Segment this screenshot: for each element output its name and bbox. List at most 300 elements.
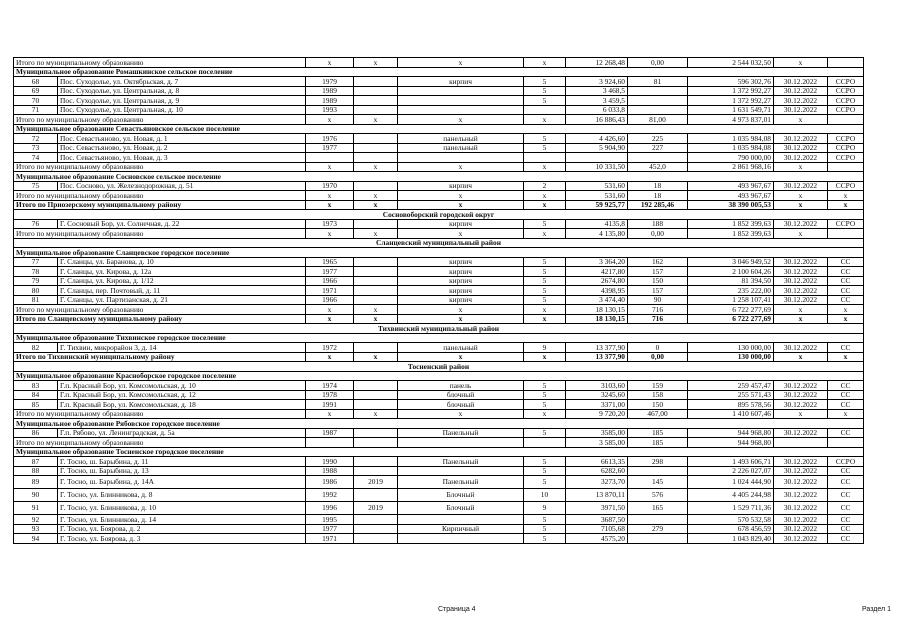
table-cell bbox=[628, 96, 688, 106]
table-cell: Г. Сланцы, ул. Кирова, д. 12а bbox=[58, 267, 306, 277]
table-cell: 5 bbox=[524, 390, 566, 400]
table-cell: 3371,00 bbox=[566, 400, 628, 410]
table-cell: 1996 bbox=[306, 502, 354, 515]
total-cell: x bbox=[524, 191, 566, 201]
total-row bbox=[14, 229, 864, 239]
table-cell: 2674,80 bbox=[566, 276, 628, 286]
total-row bbox=[14, 191, 864, 201]
total-label: Итого по муниципальному образованию bbox=[14, 229, 306, 239]
total-cell: x bbox=[828, 200, 864, 210]
total-row bbox=[14, 115, 864, 125]
table-cell: 531,60 bbox=[566, 181, 628, 191]
table-cell: 1 493 606,71 bbox=[688, 457, 774, 467]
total-cell bbox=[774, 438, 828, 448]
table-cell bbox=[566, 153, 628, 163]
total-cell: x bbox=[524, 352, 566, 362]
table-cell: 1988 bbox=[306, 466, 354, 476]
table-cell: 81 394,50 bbox=[688, 276, 774, 286]
total-cell: 1 410 607,46 bbox=[688, 409, 774, 419]
section-title: Тосненский район bbox=[14, 362, 864, 372]
table-cell: 150 bbox=[628, 400, 688, 410]
table-cell: Г.п. Красный Бор, ул. Комсомольская, д. 10 bbox=[58, 381, 306, 391]
total-cell: x bbox=[774, 191, 828, 201]
table-cell: 30.12.2022 bbox=[774, 489, 828, 502]
table-cell bbox=[354, 515, 398, 525]
table-cell: 2019 bbox=[354, 502, 398, 515]
table-cell: 1970 bbox=[306, 181, 354, 191]
table-cell bbox=[354, 105, 398, 115]
table-row bbox=[14, 524, 864, 534]
table-row bbox=[14, 390, 864, 400]
table-cell bbox=[354, 524, 398, 534]
table-cell: 30.12.2022 bbox=[774, 381, 828, 391]
table-cell: 3 364,20 bbox=[566, 257, 628, 267]
total-label: Итого по муниципальному образованию bbox=[14, 58, 306, 68]
table-cell: СС bbox=[828, 534, 864, 544]
table-cell: 1989 bbox=[306, 86, 354, 96]
total-cell: x bbox=[354, 314, 398, 324]
table-cell: Пос. Севастьяново, ул. Новая, д. 3 bbox=[58, 153, 306, 163]
table-row bbox=[14, 400, 864, 410]
table-cell: 570 532,58 bbox=[688, 515, 774, 525]
total-cell: x bbox=[354, 58, 398, 68]
table-cell: 3 459,5 bbox=[566, 96, 628, 106]
total-cell: x bbox=[306, 229, 354, 239]
total-cell: x bbox=[398, 352, 524, 362]
table-row bbox=[14, 77, 864, 87]
total-cell: 716 bbox=[628, 314, 688, 324]
total-cell bbox=[828, 115, 864, 125]
table-cell bbox=[354, 77, 398, 87]
total-cell: 4 135,80 bbox=[566, 229, 628, 239]
table-cell: блочный bbox=[398, 400, 524, 410]
table-cell: 88 bbox=[14, 466, 58, 476]
section-title: Муниципальное образование Сосновское сельское поселение bbox=[14, 172, 864, 182]
table-cell: 1966 bbox=[306, 295, 354, 305]
table-cell: 5 bbox=[524, 276, 566, 286]
table-cell: 5 bbox=[524, 134, 566, 144]
table-cell: 30.12.2022 bbox=[774, 524, 828, 534]
table-cell bbox=[354, 96, 398, 106]
table-row bbox=[14, 466, 864, 476]
table-cell: 1 372 992,27 bbox=[688, 86, 774, 96]
table-cell: 85 bbox=[14, 400, 58, 410]
total-label: Итого по муниципальному образованию bbox=[14, 162, 306, 172]
table-cell: 298 bbox=[628, 457, 688, 467]
table-cell: Пос. Суходолье, ул. Октябрьская, д. 7 bbox=[58, 77, 306, 87]
table-cell: 944 968,80 bbox=[688, 428, 774, 438]
total-cell: 185 bbox=[628, 438, 688, 448]
total-cell: 12 268,48 bbox=[566, 58, 628, 68]
table-row bbox=[14, 219, 864, 229]
section-header-row bbox=[14, 67, 864, 77]
table-cell bbox=[354, 390, 398, 400]
table-cell: 185 bbox=[628, 428, 688, 438]
table-cell bbox=[524, 153, 566, 163]
total-cell: x bbox=[828, 305, 864, 315]
table-cell: 30.12.2022 bbox=[774, 476, 828, 489]
table-cell: 596 302,76 bbox=[688, 77, 774, 87]
total-label: Итого по Приозерскому муниципальному району bbox=[14, 200, 306, 210]
total-label: Итого по муниципальному образованию bbox=[14, 115, 306, 125]
table-cell: Блочный bbox=[398, 489, 524, 502]
table-row bbox=[14, 295, 864, 305]
table-cell: 1974 bbox=[306, 381, 354, 391]
total-cell: x bbox=[354, 191, 398, 201]
total-cell: x bbox=[398, 191, 524, 201]
table-cell: 145 bbox=[628, 476, 688, 489]
total-cell: x bbox=[354, 352, 398, 362]
table-cell: СС bbox=[828, 257, 864, 267]
table-cell: 1992 bbox=[306, 489, 354, 502]
table-cell: ССРО bbox=[828, 219, 864, 229]
total-cell: 531,60 bbox=[566, 191, 628, 201]
table-cell: 1971 bbox=[306, 286, 354, 296]
table-cell: 30.12.2022 bbox=[774, 143, 828, 153]
total-cell: x bbox=[524, 229, 566, 239]
table-cell: Панельный bbox=[398, 457, 524, 467]
table-cell: 30.12.2022 bbox=[774, 86, 828, 96]
section-title: Сланцевский муниципальный район bbox=[14, 238, 864, 248]
table-cell bbox=[398, 86, 524, 96]
table-cell: 75 bbox=[14, 181, 58, 191]
table-cell: 4135,8 bbox=[566, 219, 628, 229]
table-cell: 30.12.2022 bbox=[774, 181, 828, 191]
table-row bbox=[14, 257, 864, 267]
table-cell: кирпич bbox=[398, 257, 524, 267]
table-cell: 1971 bbox=[306, 534, 354, 544]
table-cell: Панельный bbox=[398, 476, 524, 489]
table-cell bbox=[354, 86, 398, 96]
total-label: Итого по муниципальному образованию bbox=[14, 438, 306, 448]
table-cell: 93 bbox=[14, 524, 58, 534]
table-cell: 1 035 984,08 bbox=[688, 143, 774, 153]
table-cell bbox=[628, 534, 688, 544]
table-cell: блочный bbox=[398, 390, 524, 400]
total-cell: 0,00 bbox=[628, 229, 688, 239]
table-cell bbox=[628, 105, 688, 115]
table-cell: Г.п. Красный Бор, ул. Комсомольская, д. 12 bbox=[58, 390, 306, 400]
table-cell bbox=[354, 219, 398, 229]
table-cell: 1976 bbox=[306, 134, 354, 144]
table-cell: СС bbox=[828, 489, 864, 502]
table-cell: 30.12.2022 bbox=[774, 96, 828, 106]
table-cell: Пос. Суходолье, ул. Центральная, д. 8 bbox=[58, 86, 306, 96]
total-cell: x bbox=[524, 200, 566, 210]
table-cell bbox=[398, 105, 524, 115]
table-cell: Г. Сосновый Бор, ул. Солнечная, д. 22 bbox=[58, 219, 306, 229]
table-cell bbox=[398, 96, 524, 106]
table-cell: Г. Тосно, ул. Блинникова, д. 14 bbox=[58, 515, 306, 525]
table-cell: 69 bbox=[14, 86, 58, 96]
table-cell: 1 258 107,41 bbox=[688, 295, 774, 305]
total-cell: x bbox=[828, 314, 864, 324]
table-cell: 89 bbox=[14, 476, 58, 489]
table-row bbox=[14, 143, 864, 153]
table-cell: 225 bbox=[628, 134, 688, 144]
table-row bbox=[14, 181, 864, 191]
table-cell: 3687,50 bbox=[566, 515, 628, 525]
table-cell: 76 bbox=[14, 219, 58, 229]
total-cell bbox=[306, 438, 354, 448]
table-cell: 30.12.2022 bbox=[774, 457, 828, 467]
table-row bbox=[14, 381, 864, 391]
total-cell: 130 000,00 bbox=[688, 352, 774, 362]
table-cell: 188 bbox=[628, 219, 688, 229]
table-cell: 30.12.2022 bbox=[774, 343, 828, 353]
section-title: Муниципальное образование Тосненское городское поселение bbox=[14, 447, 864, 457]
table-cell: 2 100 604,26 bbox=[688, 267, 774, 277]
table-cell: 5 bbox=[524, 219, 566, 229]
table-cell: панель bbox=[398, 381, 524, 391]
table-row bbox=[14, 267, 864, 277]
table-cell: 77 bbox=[14, 257, 58, 267]
total-cell: x bbox=[354, 115, 398, 125]
table-cell: 1989 bbox=[306, 96, 354, 106]
total-row bbox=[14, 305, 864, 315]
table-cell: 30.12.2022 bbox=[774, 286, 828, 296]
total-cell: x bbox=[306, 314, 354, 324]
table-cell: 83 bbox=[14, 381, 58, 391]
table-cell bbox=[354, 457, 398, 467]
total-cell: x bbox=[524, 58, 566, 68]
section-title: Тихвинский муниципальный район bbox=[14, 324, 864, 334]
table-cell: СС bbox=[828, 276, 864, 286]
table-row bbox=[14, 343, 864, 353]
table-cell bbox=[398, 466, 524, 476]
table-cell: 1 024 444,90 bbox=[688, 476, 774, 489]
table-cell: СС bbox=[828, 343, 864, 353]
total-cell: x bbox=[774, 305, 828, 315]
total-cell bbox=[828, 58, 864, 68]
table-cell bbox=[628, 466, 688, 476]
table-cell bbox=[354, 400, 398, 410]
section-header-row bbox=[14, 333, 864, 343]
total-cell bbox=[828, 438, 864, 448]
total-cell: x bbox=[398, 115, 524, 125]
table-cell: 71 bbox=[14, 105, 58, 115]
total-cell: x bbox=[306, 115, 354, 125]
table-cell bbox=[354, 267, 398, 277]
table-cell: 0 bbox=[628, 343, 688, 353]
table-cell: 86 bbox=[14, 428, 58, 438]
section-title: Муниципальное образование Сланцевское городское поселение bbox=[14, 248, 864, 258]
table-cell: СС bbox=[828, 381, 864, 391]
table-cell: 279 bbox=[628, 524, 688, 534]
table-cell: 3585,00 bbox=[566, 428, 628, 438]
table-cell bbox=[354, 276, 398, 286]
total-cell: x bbox=[774, 314, 828, 324]
table-cell: 255 571,43 bbox=[688, 390, 774, 400]
table-row bbox=[14, 428, 864, 438]
table-cell bbox=[628, 86, 688, 96]
table-row bbox=[14, 276, 864, 286]
total-cell: 10 331,50 bbox=[566, 162, 628, 172]
total-cell: x bbox=[524, 305, 566, 315]
table-row bbox=[14, 502, 864, 515]
table-cell: 30.12.2022 bbox=[774, 77, 828, 87]
table-cell: 30.12.2022 bbox=[774, 153, 828, 163]
table-cell: 2019 bbox=[354, 476, 398, 489]
table-cell: 3971,50 bbox=[566, 502, 628, 515]
table-cell: 3245,60 bbox=[566, 390, 628, 400]
table-cell: 5 bbox=[524, 267, 566, 277]
table-cell: 30.12.2022 bbox=[774, 257, 828, 267]
table-cell: 73 bbox=[14, 143, 58, 153]
total-cell: x bbox=[306, 409, 354, 419]
table-cell: 9 bbox=[524, 343, 566, 353]
total-cell: x bbox=[306, 200, 354, 210]
table-cell: 159 bbox=[628, 381, 688, 391]
table-cell: ССРО bbox=[828, 181, 864, 191]
table-cell: СС bbox=[828, 524, 864, 534]
table-cell: СС bbox=[828, 267, 864, 277]
table-cell: 235 222,00 bbox=[688, 286, 774, 296]
total-row bbox=[14, 200, 864, 210]
table-cell: 10 bbox=[524, 489, 566, 502]
total-cell: 2 544 032,50 bbox=[688, 58, 774, 68]
table-cell: 1991 bbox=[306, 400, 354, 410]
table-cell: СС bbox=[828, 476, 864, 489]
total-cell: x bbox=[524, 409, 566, 419]
district-header-row bbox=[14, 324, 864, 334]
table-cell: 30.12.2022 bbox=[774, 428, 828, 438]
table-cell: СС bbox=[828, 400, 864, 410]
section-header-row bbox=[14, 371, 864, 381]
table-cell: 1977 bbox=[306, 143, 354, 153]
table-cell: 30.12.2022 bbox=[774, 502, 828, 515]
table-cell: 30.12.2022 bbox=[774, 219, 828, 229]
table-cell: панельный bbox=[398, 134, 524, 144]
total-cell: 0,00 bbox=[628, 58, 688, 68]
table-cell: 1977 bbox=[306, 267, 354, 277]
table-cell: 162 bbox=[628, 257, 688, 267]
total-cell: 716 bbox=[628, 305, 688, 315]
table-cell: 70 bbox=[14, 96, 58, 106]
total-cell: 81,00 bbox=[628, 115, 688, 125]
total-label: Итого по муниципальному образованию bbox=[14, 191, 306, 201]
total-cell: 452,0 bbox=[628, 162, 688, 172]
table-cell: 6 033,8 bbox=[566, 105, 628, 115]
total-cell: x bbox=[306, 352, 354, 362]
total-cell: x bbox=[398, 409, 524, 419]
total-cell: x bbox=[306, 162, 354, 172]
district-header-row bbox=[14, 238, 864, 248]
table-cell: 4 426,60 bbox=[566, 134, 628, 144]
table-cell: СС bbox=[828, 466, 864, 476]
total-cell: x bbox=[774, 162, 828, 172]
total-cell: 1 852 399,63 bbox=[688, 229, 774, 239]
table-cell: СС bbox=[828, 286, 864, 296]
table-cell: Пос. Севастьяново, ул. Новая, д. 2 bbox=[58, 143, 306, 153]
section-title: Муниципальное образование Тихвинское городское поселение bbox=[14, 333, 864, 343]
table-cell bbox=[524, 105, 566, 115]
table-cell: 9 bbox=[524, 502, 566, 515]
table-cell: ССРО bbox=[828, 134, 864, 144]
total-cell: x bbox=[354, 200, 398, 210]
total-cell: 2 861 968,16 bbox=[688, 162, 774, 172]
table-cell: 5 bbox=[524, 534, 566, 544]
total-cell: x bbox=[828, 409, 864, 419]
table-cell: 30.12.2022 bbox=[774, 267, 828, 277]
table-cell: 1978 bbox=[306, 390, 354, 400]
total-cell: x bbox=[524, 162, 566, 172]
table-cell: кирпич bbox=[398, 181, 524, 191]
table-cell: 18 bbox=[628, 181, 688, 191]
total-cell: x bbox=[774, 352, 828, 362]
table-cell: Г. Тосно, ул. Блинникова, д. 8 bbox=[58, 489, 306, 502]
total-cell: 467,00 bbox=[628, 409, 688, 419]
table-cell: Г. Сланцы, ул. Кирова, д. 1/12 bbox=[58, 276, 306, 286]
total-cell: x bbox=[774, 200, 828, 210]
table-cell bbox=[354, 489, 398, 502]
table-cell: 227 bbox=[628, 143, 688, 153]
table-cell: 4398,95 bbox=[566, 286, 628, 296]
table-cell: 1973 bbox=[306, 219, 354, 229]
table-cell: кирпич bbox=[398, 286, 524, 296]
table-cell: 90 bbox=[14, 489, 58, 502]
table-cell: Г.п. Красный Бор, ул. Комсомольская, д. 18 bbox=[58, 400, 306, 410]
total-row bbox=[14, 58, 864, 68]
table-cell: 3 924,60 bbox=[566, 77, 628, 87]
table-cell: 165 bbox=[628, 502, 688, 515]
table-cell: 30.12.2022 bbox=[774, 295, 828, 305]
total-cell: x bbox=[774, 115, 828, 125]
total-cell: x bbox=[354, 305, 398, 315]
table-cell: 30.12.2022 bbox=[774, 400, 828, 410]
table-cell: 30.12.2022 bbox=[774, 134, 828, 144]
table-cell: 157 bbox=[628, 286, 688, 296]
table-cell: 1 372 992,27 bbox=[688, 96, 774, 106]
table-cell: СС bbox=[828, 390, 864, 400]
total-cell: x bbox=[828, 191, 864, 201]
table-cell: ССРО bbox=[828, 153, 864, 163]
total-cell: x bbox=[398, 162, 524, 172]
table-cell: Г. Тосно, ул. Боярова, д. 3 bbox=[58, 534, 306, 544]
table-cell: 7105,68 bbox=[566, 524, 628, 534]
table-cell: 5 bbox=[524, 143, 566, 153]
table-cell: 790 000,00 bbox=[688, 153, 774, 163]
table-cell: 5 bbox=[524, 286, 566, 296]
table-cell bbox=[354, 181, 398, 191]
table-cell: 81 bbox=[14, 295, 58, 305]
table-cell: 79 bbox=[14, 276, 58, 286]
section-header-row bbox=[14, 447, 864, 457]
table-cell: Г. Тосно, ул. Боярова, д. 2 bbox=[58, 524, 306, 534]
table-cell: Г. Тихвин, микрорайон 3, д. 14 bbox=[58, 343, 306, 353]
table-cell: 4217,80 bbox=[566, 267, 628, 277]
total-cell: x bbox=[354, 229, 398, 239]
table-cell bbox=[398, 515, 524, 525]
table-cell bbox=[354, 295, 398, 305]
table-cell bbox=[354, 143, 398, 153]
table-cell: 5 bbox=[524, 295, 566, 305]
table-cell bbox=[354, 153, 398, 163]
table-cell: 130 000,00 bbox=[688, 343, 774, 353]
table-cell: 1 043 829,40 bbox=[688, 534, 774, 544]
table-cell: 30.12.2022 bbox=[774, 390, 828, 400]
table-cell: 1990 bbox=[306, 457, 354, 467]
section-title: Муниципальное образование Красноборское городское поселение bbox=[14, 371, 864, 381]
total-cell: x bbox=[398, 229, 524, 239]
table-cell: ССРО bbox=[828, 143, 864, 153]
total-cell: 18 130,15 bbox=[566, 314, 628, 324]
total-cell: x bbox=[398, 200, 524, 210]
total-cell: x bbox=[354, 409, 398, 419]
table-cell: СС bbox=[828, 502, 864, 515]
table-row bbox=[14, 105, 864, 115]
table-cell: 5 bbox=[524, 524, 566, 534]
